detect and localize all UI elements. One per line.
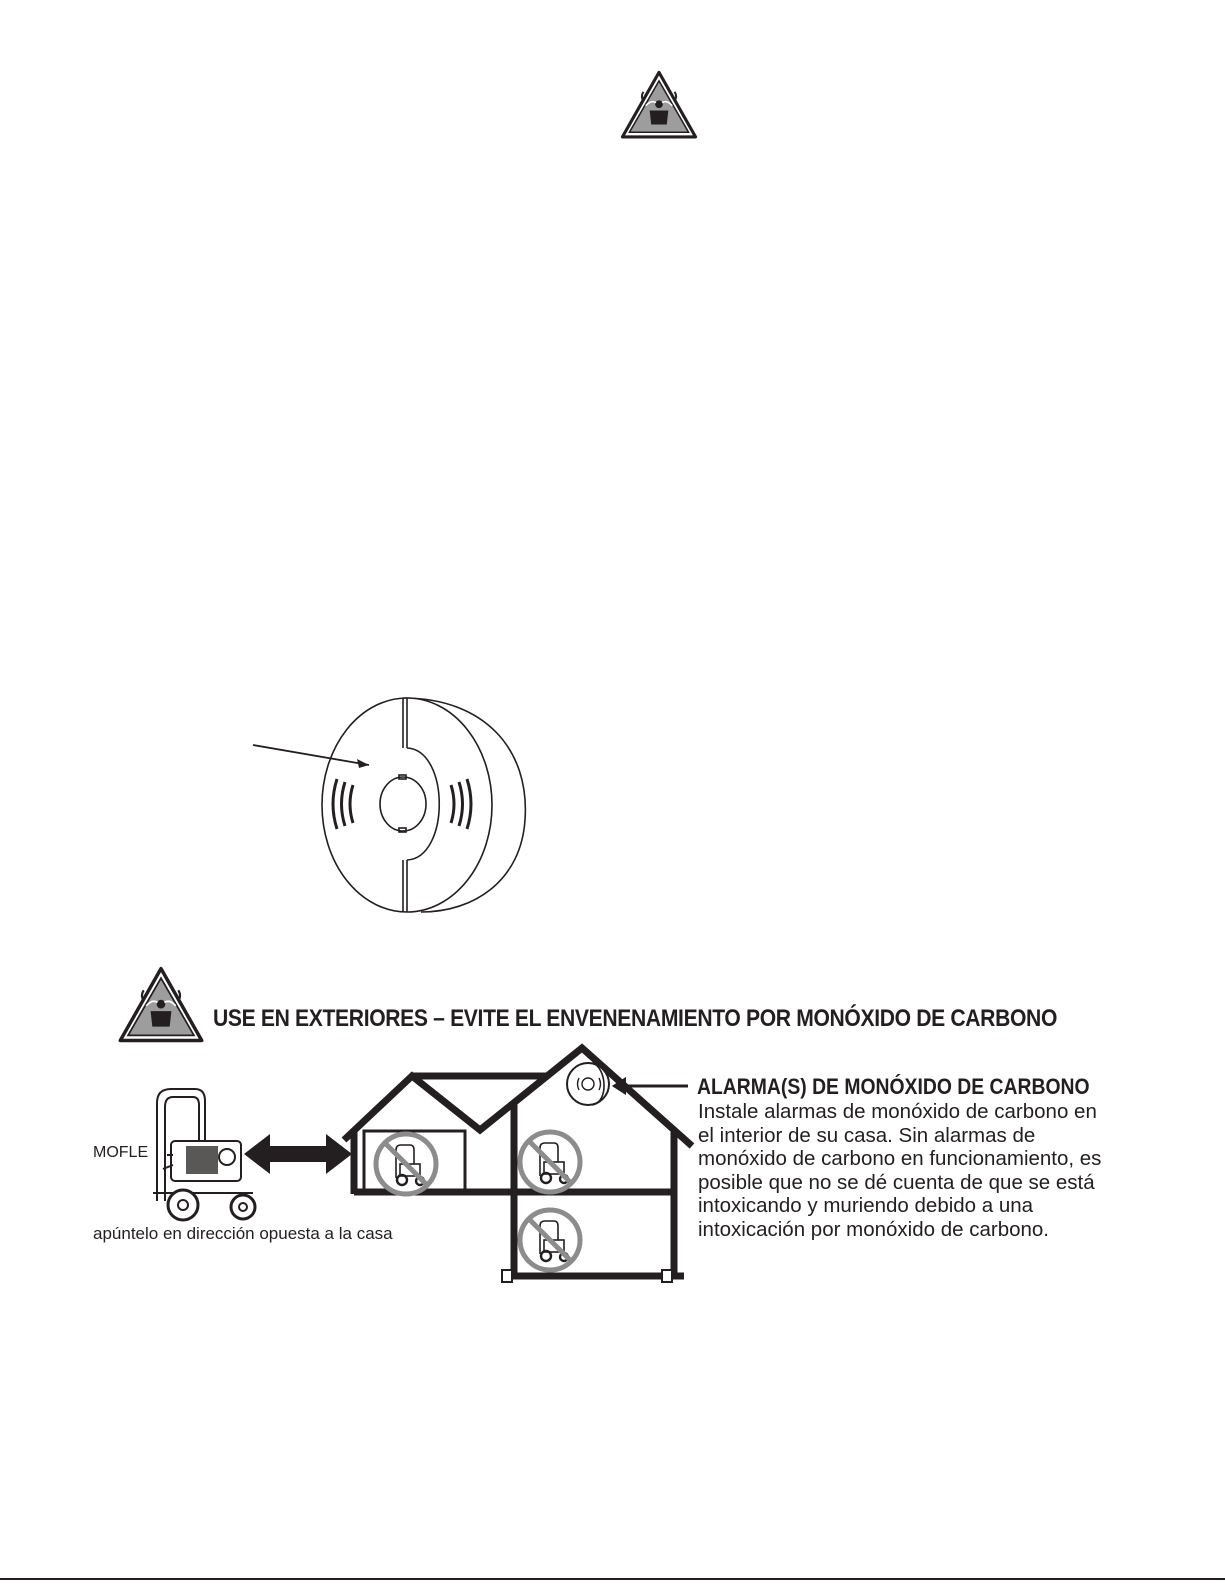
alarm-heading: ALARMA(S) DE MONÓXIDO DE CARBONO xyxy=(697,1074,1090,1099)
warning-headline: USE EN EXTERIORES – EVITE EL ENVENENAMIENTO POR MONÓXIDO DE CARBONO xyxy=(213,1005,1058,1032)
footer-rule xyxy=(0,1578,1225,1580)
co-alarm-illustration xyxy=(245,690,535,920)
fume-hazard-warning-icon xyxy=(117,966,205,1044)
double-arrow-icon xyxy=(242,1132,354,1176)
muffler-label: MOFLE xyxy=(93,1144,149,1161)
alarm-instructions: Instale alarmas de monóxido de carbono en el interior de su casa. Sin alarmas de monóxido de carbono en funcionamiento, es posible que no se dé cuenta de que se está intoxicando y muriendo debido a una intoxicación por monóxido de carbono. xyxy=(698,1100,1102,1241)
fume-hazard-warning-icon xyxy=(620,70,698,140)
exhaust-direction-caption: apúntelo en dirección opuesta a la casa xyxy=(93,1224,393,1243)
alarm-pointer-arrow-icon xyxy=(610,1076,690,1100)
